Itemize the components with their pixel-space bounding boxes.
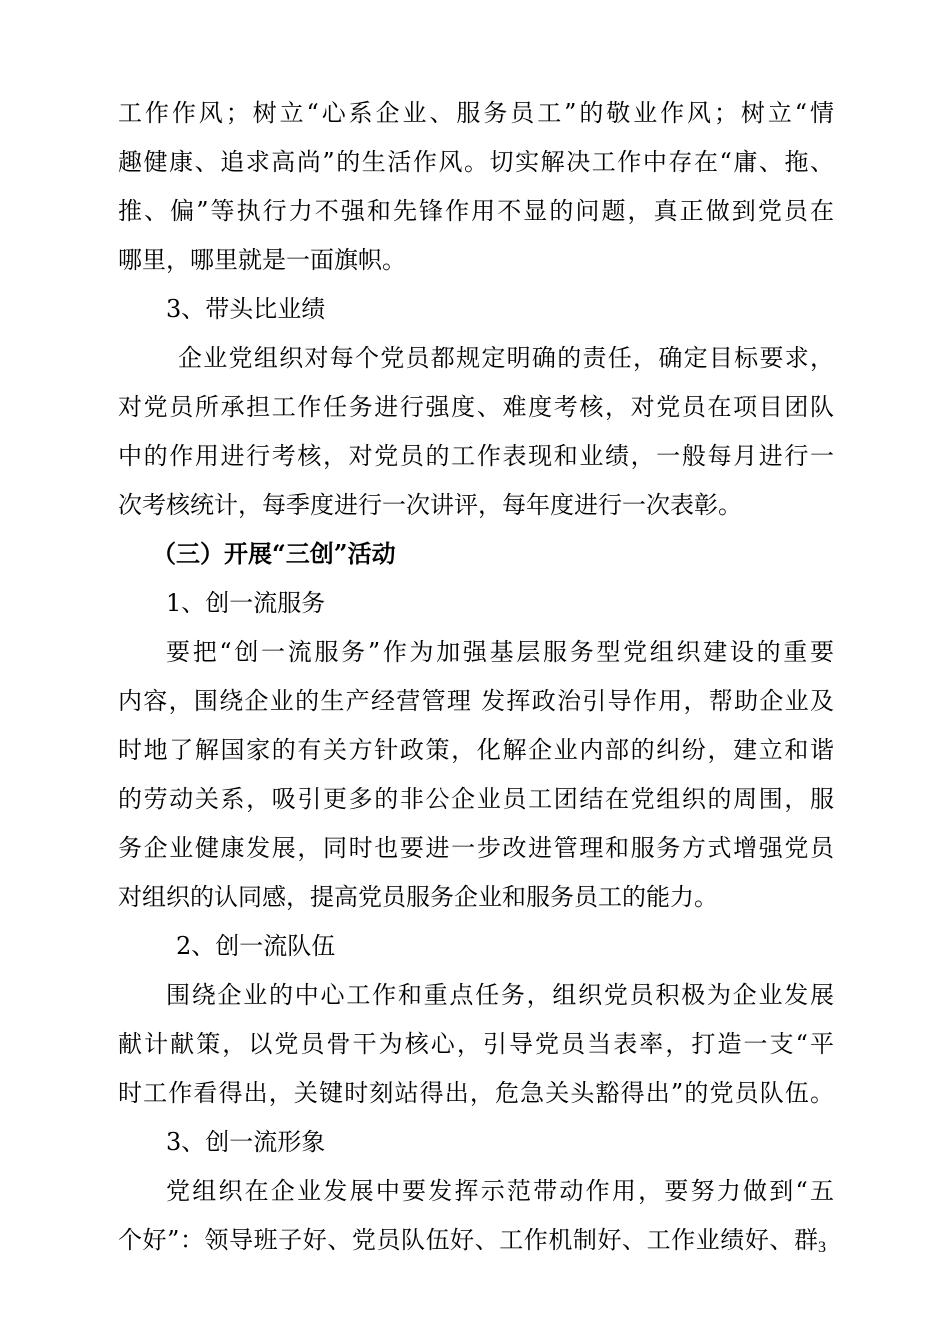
text-line: 时地了解国家的有关方针政策，化解企业内部的纠纷，建立和谐 (118, 736, 834, 764)
text-line: 企业党组织对每个党员都规定明确的责任，确定目标要求， (178, 344, 834, 372)
text-line: 要把“创一流服务”作为加强基层服务型党组织建设的重要 (166, 638, 834, 666)
text-line: 中的作用进行考核，对党员的工作表现和业绩，一般每月进行一 (118, 442, 834, 470)
text-line: 的劳动关系，吸引更多的非公企业员工团结在党组织的周围，服 (118, 785, 834, 813)
text-line: 党组织在企业发展中要发挥示范带动作用，要努力做到“五 (166, 1177, 834, 1205)
text-line: 对党员所承担工作任务进行强度、难度考核，对党员在项目团队 (118, 393, 834, 421)
text-line: 对组织的认同感，提高党员服务企业和服务员工的能力。 (118, 883, 718, 911)
text-line: 个好”：领导班子好、党员队伍好、工作机制好、工作业绩好、群 (118, 1226, 818, 1254)
text-line: 务企业健康发展，同时也要进一步改进管理和服务方式增强党员 (118, 834, 834, 862)
section-subheading: 1、创一流服务 (166, 589, 326, 617)
section-heading: （三）开展“三创”活动 (152, 539, 396, 568)
section-subheading: 2、创一流队伍 (176, 932, 336, 960)
text-line: 工作作风；树立“心系企业、服务员工”的敬业作风；树立“情 (118, 99, 834, 127)
text-line: 趣健康、追求高尚”的生活作风。切实解决工作中存在“庸、拖、 (118, 148, 834, 176)
text-line: 推、偏”等执行力不强和先锋作用不显的问题，真正做到党员在 (118, 197, 834, 225)
text-line: 次考核统计，每季度进行一次讲评，每年度进行一次表彰。 (118, 491, 742, 519)
text-line: 内容，围绕企业的生产经营管理 发挥政治引导作用，帮助企业及 (118, 687, 834, 715)
text-line: 围绕企业的中心工作和重点任务，组织党员积极为企业发展 (166, 981, 834, 1009)
text-line: 时工作看得出，关键时刻站得出，危急关头豁得出”的党员队伍。 (118, 1079, 834, 1107)
text-line: 献计献策，以党员骨干为核心，引导党员当表率，打造一支“平 (118, 1030, 834, 1058)
text-line: 哪里，哪里就是一面旗帜。 (118, 246, 406, 274)
section-subheading: 3、带头比业绩 (166, 295, 326, 323)
page-number: 3 (818, 1239, 826, 1256)
section-subheading: 3、创一流形象 (166, 1128, 326, 1156)
